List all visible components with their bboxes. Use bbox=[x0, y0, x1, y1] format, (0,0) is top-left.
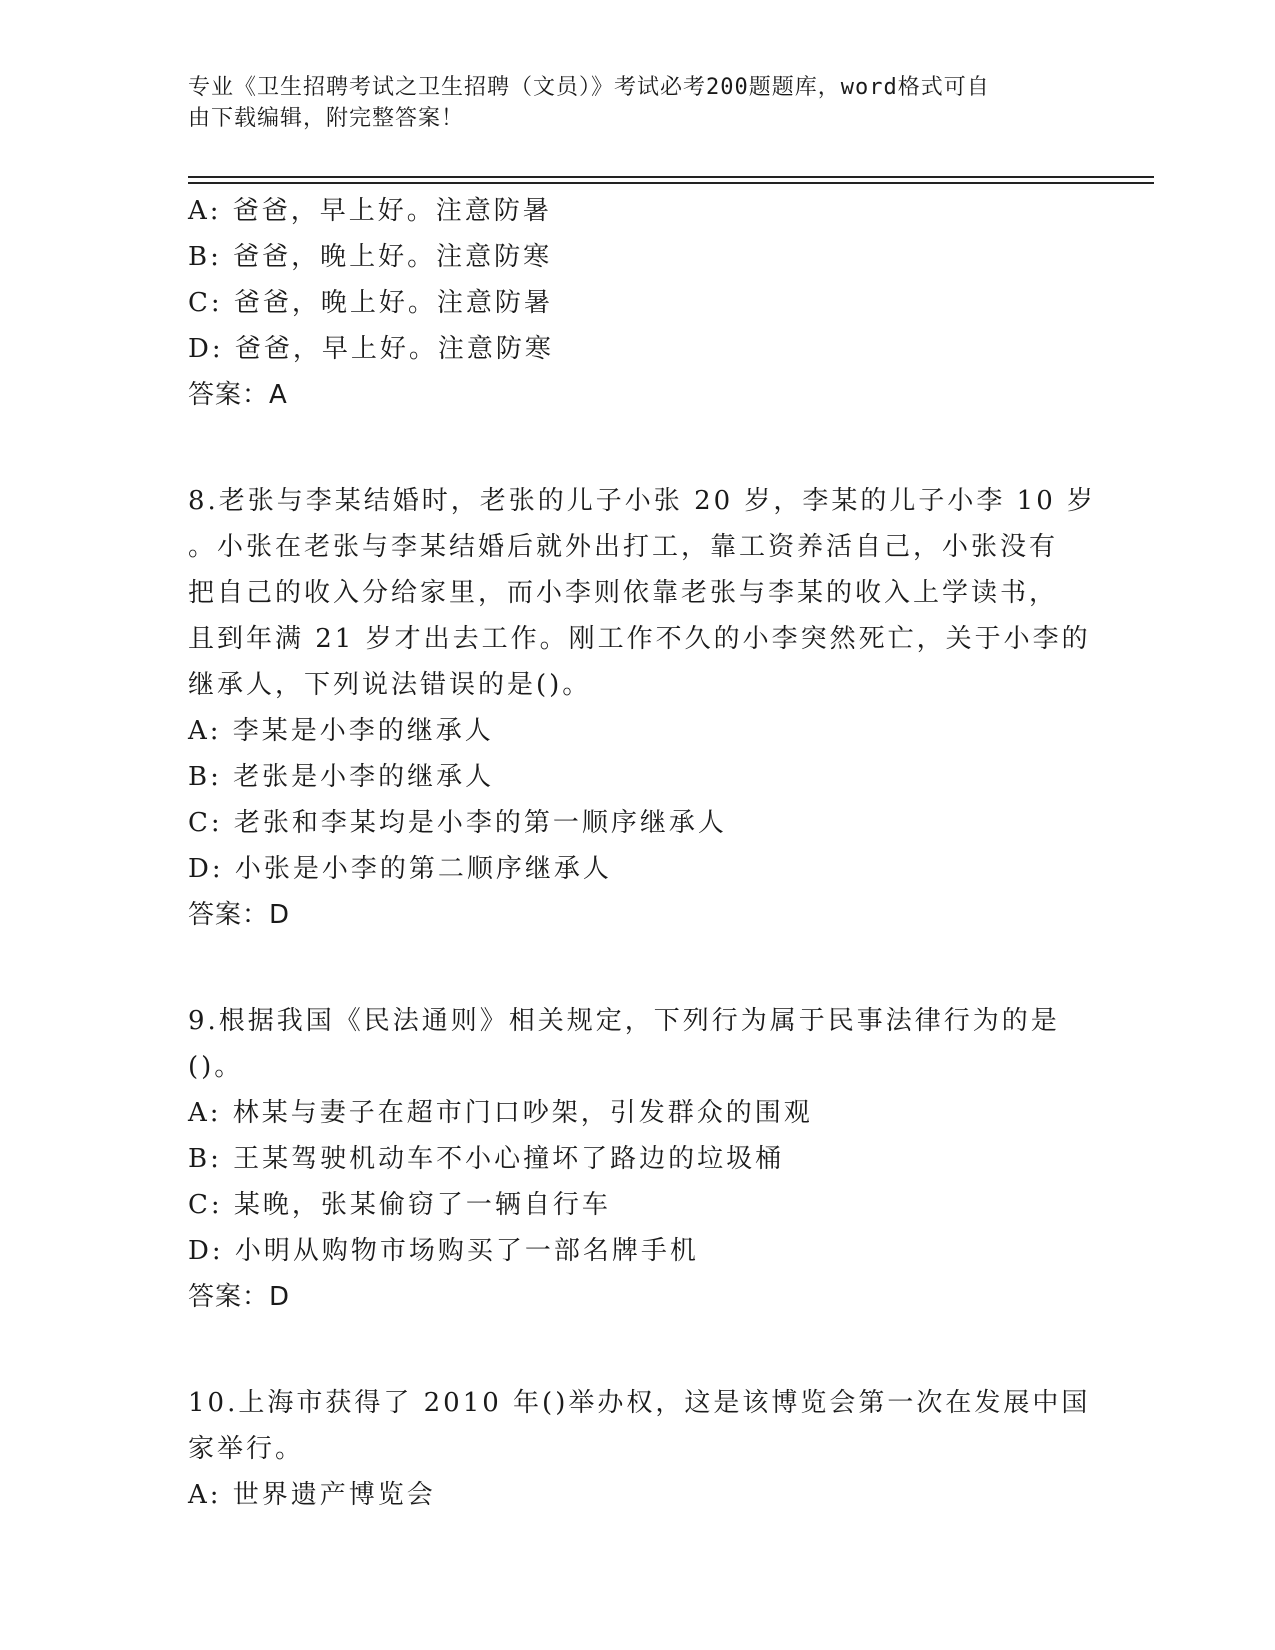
answer-line: 答案：D bbox=[188, 1282, 291, 1312]
question-7 bbox=[188, 188, 1108, 418]
question-text-line: 10.上海市获得了 2010 年()举办权，这是该博览会第一次在发展中国 bbox=[188, 1388, 1091, 1418]
option-d: D: 爸爸，早上好。注意防寒 bbox=[188, 334, 554, 364]
option-b: B: 老张是小李的继承人 bbox=[188, 762, 495, 792]
question-text-line: 把自己的收入分给家里，而小李则依靠老张与李某的收入上学读书， bbox=[188, 578, 1059, 608]
header-line-2: 由下载编辑，附完整答案！ bbox=[188, 106, 465, 131]
option-a: A: 林某与妻子在超市门口吵架，引发群众的围观 bbox=[188, 1098, 813, 1128]
question-9 bbox=[188, 998, 1108, 1320]
option-a: A: 爸爸，早上好。注意防暑 bbox=[188, 196, 552, 226]
question-text-line: 继承人，下列说法错误的是()。 bbox=[188, 670, 592, 700]
option-a: A: 李某是小李的继承人 bbox=[188, 716, 494, 746]
option-b: B: 王某驾驶机动车不小心撞坏了路边的垃圾桶 bbox=[188, 1144, 785, 1174]
question-list bbox=[188, 188, 1108, 1518]
question-text-line: 且到年满 21 岁才出去工作。刚工作不久的小李突然死亡，关于小李的 bbox=[188, 624, 1091, 654]
question-text-line: 家举行。 bbox=[188, 1434, 305, 1464]
option-c: C: 老张和李某均是小李的第一顺序继承人 bbox=[188, 808, 727, 838]
document-header bbox=[188, 72, 1068, 134]
answer-line: 答案：D bbox=[188, 900, 291, 930]
header-line-1: 专业《卫生招聘考试之卫生招聘（文员）》考试必考200题题库，word格式可自 bbox=[188, 75, 990, 100]
option-a: A: 世界遗产博览会 bbox=[188, 1480, 436, 1510]
header-divider-top bbox=[188, 176, 1154, 178]
option-d: D: 小张是小李的第二顺序继承人 bbox=[188, 854, 612, 884]
option-c: C: 某晚，张某偷窃了一辆自行车 bbox=[188, 1190, 611, 1220]
option-d: D: 小明从购物市场购买了一部名牌手机 bbox=[188, 1236, 699, 1266]
option-c: C: 爸爸，晚上好。注意防暑 bbox=[188, 288, 553, 318]
question-text-line: 。小张在老张与李某结婚后就外出打工，靠工资养活自己，小张没有 bbox=[188, 532, 1059, 562]
question-text-line: ()。 bbox=[188, 1052, 244, 1082]
option-b: B: 爸爸，晚上好。注意防寒 bbox=[188, 242, 553, 272]
question-10 bbox=[188, 1380, 1108, 1518]
answer-line: 答案：A bbox=[188, 380, 288, 410]
question-text-line: 9.根据我国《民法通则》相关规定，下列行为属于民事法律行为的是 bbox=[188, 1006, 1060, 1036]
question-8 bbox=[188, 478, 1108, 938]
question-text-line: 8.老张与李某结婚时，老张的儿子小张 20 岁，李某的儿子小李 10 岁 bbox=[188, 486, 1097, 516]
header-divider-bottom bbox=[188, 182, 1154, 184]
